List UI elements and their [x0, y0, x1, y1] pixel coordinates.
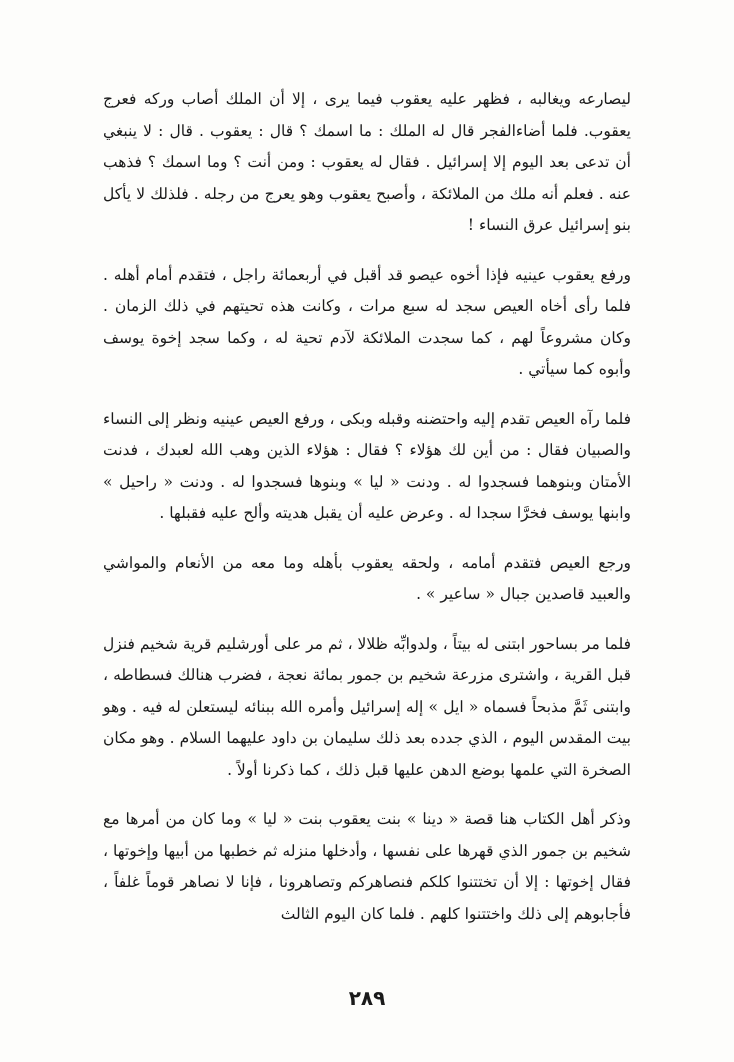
paragraph-2: ورفع يعقوب عينيه فإذا أخوه عيصو قد أقبل في أربعمائة راجل ، فتقدم أمام أهله . فلما رأى أخاه العيص سجد له سبع مرات ، وكانت هذه تحيتهم في ذلك الزمان . وكان مشروعاً لهم ، كما سجدت الملائكة لآدم تحية له ، وكما سجد إخوة يوسف وأبوه كما سيأتي .	[103, 265, 631, 378]
paragraph-5: فلما مر بساحور ابتنى له بيتاً ، ولدوابِّه ظلالا ، ثم مر على أورشليم قرية شخيم فنزل قبل القرية ، واشترى مزرعة شخيم بن جمور بمائة نعجة ، فضرب هنالك فسطاطه ، وابتنى ثَمَّ مذبحاً فسماه « ايل » إله إسرائيل وأمره الله ببنائه ليستعلن له فيه . وهو بيت المقدس اليوم ، الذي جدده بعد ذلك سليمان بن داود عليهما السلام . وهو مكان الصخرة التي علمها بوضع الدهن عليها قبل ذلك ، كما ذكرنا أولاً .	[103, 634, 631, 779]
page-text	[103, 84, 631, 930]
paragraph-6: وذكر أهل الكتاب هنا قصة « دينا » بنت يعقوب بنت « ليا » وما كان من أمرها مع شخيم بن جمور الذي قهرها على نفسها ، وأدخلها منزله ثم خطبها من أبيها وإخوتها ، فقال إخوتها : إلا أن تختتنوا كلكم فنصاهركم وتصاهرونا ، فإنا لا نصاهر قوماً غلفاً ، فأجابوهم إلى ذلك واختتنوا كلهم . فلما كان اليوم الثالث	[103, 810, 631, 923]
paragraph-3: فلما رآه العيص تقدم إليه واحتضنه وقبله وبكى ، ورفع العيص عينيه ونظر إلى النساء والصبيان فقال : من أين لك هؤلاء ؟ فقال : هؤلاء الذين وهب الله لعبدك ، فدنت الأمتان وبنوهما فسجدوا له . ودنت « ليا » وبنوها فسجدوا له . ودنت « راحيل » وابنها يوسف فخرَّا سجدا له . وعرض عليه أن يقبل هديته وألح عليه فقبلها .	[103, 409, 631, 522]
page-number: ٢٨٩	[348, 986, 386, 1010]
paragraph-4: ورجع العيص فتقدم أمامه ، ولحقه يعقوب بأهله وما معه من الأنعام والمواشي والعبيد قاصدين جبال « ساعير » .	[103, 553, 631, 603]
paragraph-1: ليصارعه ويغالبه ، فظهر عليه يعقوب فيما يرى ، إلا أن الملك أصاب وركه فعرج يعقوب. فلما أضاءالفجر قال له الملك : ما اسمك ؟ قال : يعقوب . قال : لا ينبغي أن تدعى بعد اليوم إلا إسرائيل . فقال له يعقوب : ومن أنت ؟ وما اسمك ؟ فذهب عنه . فعلم أنه ملك من الملائكة ، وأصبح يعقوب وهو يعرج من رجله . فلذلك لا يأكل بنو إسرائيل عرق النساء !	[103, 90, 631, 234]
